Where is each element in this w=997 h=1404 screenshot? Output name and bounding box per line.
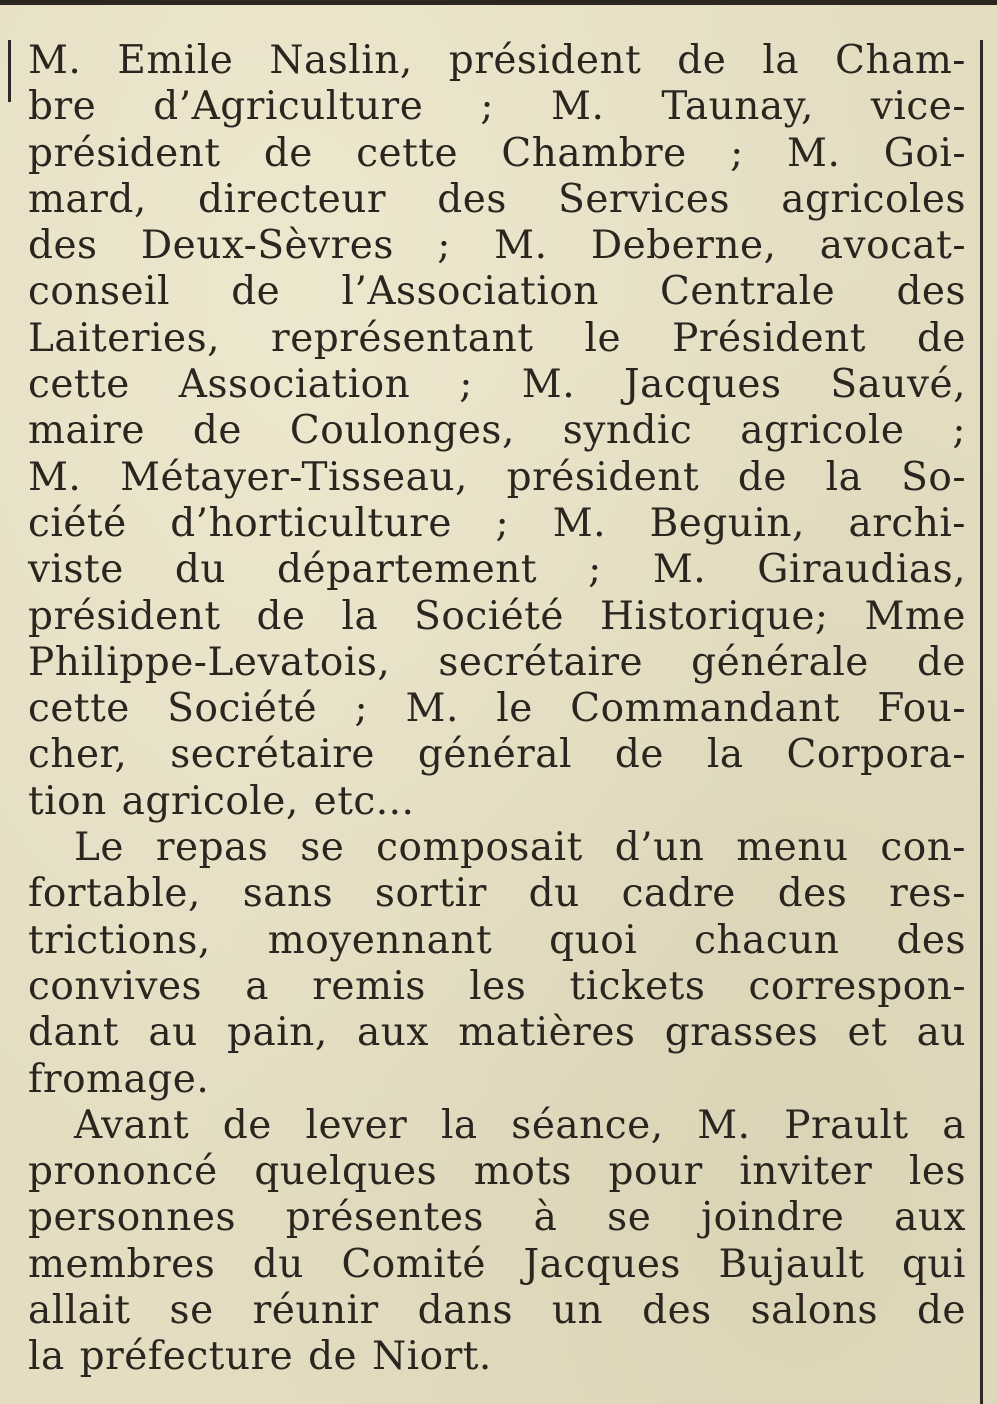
text-line: trictions, moyennant quoi chacun des [28, 917, 966, 963]
text-line: prononcé quelques mots pour inviter les [28, 1149, 966, 1195]
text-line: Laiteries, représentant le Président de [28, 315, 966, 361]
text-line: maire de Coulonges, syndic agricole ; [28, 408, 966, 454]
text-line: cher, secrétaire général de la Corpora- [28, 732, 966, 778]
paragraph-start-line: Avant de lever la séance, M. Prault a [74, 1102, 966, 1148]
text-line: conseil de l’Association Centrale des [28, 269, 966, 315]
text-line: bre d’Agriculture ; M. Taunay, vice- [28, 84, 966, 130]
right-column-rule [980, 40, 983, 1404]
text-line: personnes présentes à se joindre aux [28, 1195, 966, 1241]
text-line: ciété d’horticulture ; M. Beguin, archi- [28, 500, 966, 546]
top-rule [0, 0, 997, 5]
text-line: des Deux-Sèvres ; M. Deberne, avocat- [28, 223, 966, 269]
text-line: viste du département ; M. Giraudias, [28, 547, 966, 593]
text-line: président de cette Chambre ; M. Goi- [28, 130, 966, 176]
text-line: cette Association ; M. Jacques Sauvé, [28, 362, 966, 408]
text-line: M. Métayer-Tisseau, président de la So- [28, 454, 966, 500]
text-line: dant au pain, aux matières grasses et au [28, 1010, 966, 1056]
text-line: M. Emile Naslin, président de la Cham- [28, 38, 966, 83]
text-line: mard, directeur des Services agricoles [28, 176, 966, 222]
text-line: membres du Comité Jacques Bujault qui [28, 1241, 966, 1287]
text-line: président de la Société Historique; Mme [28, 593, 966, 639]
left-column-rule [8, 40, 11, 102]
text-line: la préfecture de Niort. [28, 1334, 492, 1380]
article-column [28, 38, 966, 1381]
text-line: tion agricole, etc... [28, 778, 415, 824]
text-line: fromage. [28, 1056, 210, 1102]
text-line: allait se réunir dans un des salons de [28, 1288, 966, 1334]
text-line: convives a remis les tickets correspon- [28, 963, 966, 1009]
paragraph-start-line: Le repas se composait d’un menu con- [74, 825, 966, 871]
text-line: fortable, sans sortir du cadre des res- [28, 871, 966, 917]
text-line: cette Société ; M. le Commandant Fou- [28, 686, 966, 732]
text-line: Philippe-Levatois, secrétaire générale de [28, 639, 966, 685]
